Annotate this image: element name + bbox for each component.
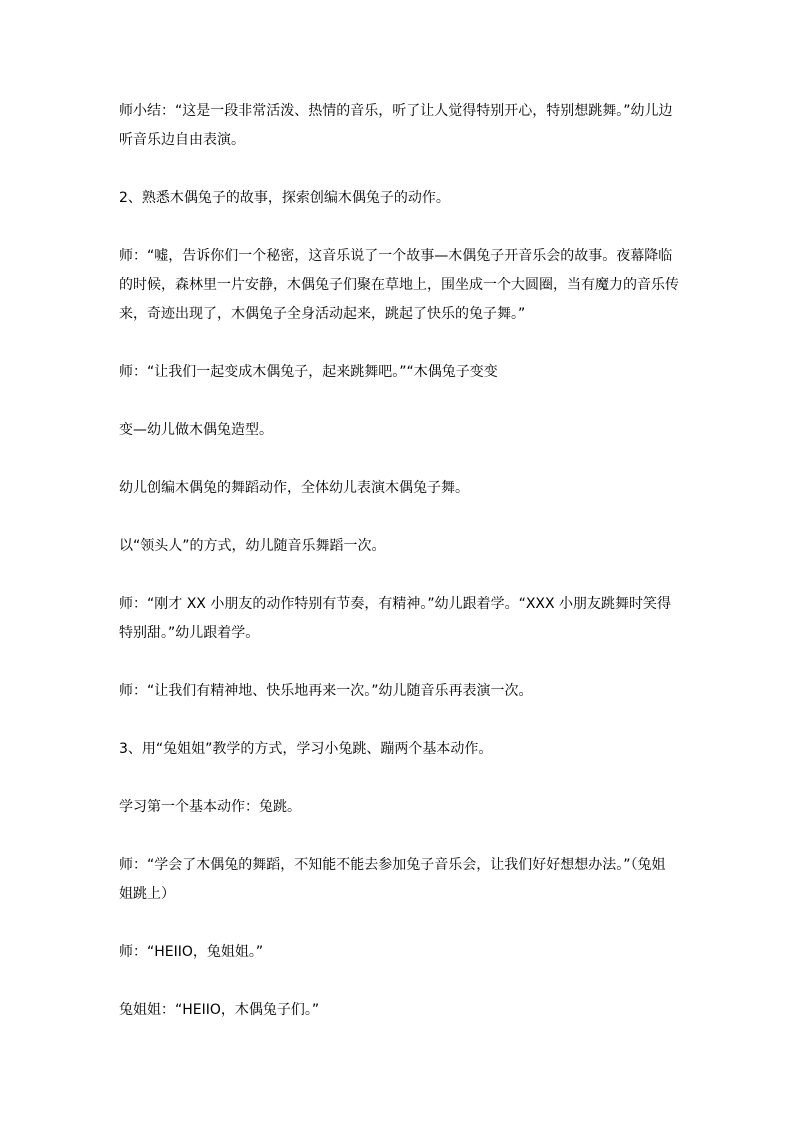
paragraph-puppet-pose: 变—幼儿做木偶兔造型。 <box>119 422 273 438</box>
paragraph-teacher-hello: 师：“HEIIO，兔姐姐。” <box>119 944 264 960</box>
paragraph-story: 师：“嘘，告诉你们一个秘密，这音乐说了一个故事—木偶兔子开音乐会的故事。夜幕降临的时候，森林里一片安静，木偶兔子们聚在草地上，围坐成一个大圆圈，当有魔力的音乐传来，奇迹出现了，木偶兔子全身活动起来，跳起了快乐的兔子舞。” <box>119 248 679 322</box>
paragraph-rabbit-hello: 兔姐姐：“HEIIO，木偶兔子们。” <box>119 1002 320 1018</box>
paragraph-step-2-heading: 2、熟悉木偶兔子的故事，探索创编木偶兔子的动作。 <box>119 190 450 206</box>
paragraph-leader-method: 以“领头人”的方式，幼儿随音乐舞蹈一次。 <box>119 538 386 554</box>
paragraph-concert-plan: 师：“学会了木偶兔的舞蹈，不知能不能去参加兔子音乐会，让我们好好想想办法。”（兔姐姐跳上） <box>119 857 666 902</box>
paragraph-first-movement: 学习第一个基本动作：兔跳。 <box>119 799 301 815</box>
paragraph-praise: 师：“刚才 XX 小朋友的动作特别有节奏，有精神。”幼儿跟着学。“XXX 小朋友跳舞时笑得特别甜。”幼儿跟着学。 <box>119 596 672 641</box>
paragraph-again: 师：“让我们有精神地、快乐地再来一次。”幼儿随音乐再表演一次。 <box>119 683 533 699</box>
paragraph-create-dance: 幼儿创编木偶兔的舞蹈动作，全体幼儿表演木偶兔子舞。 <box>119 480 469 496</box>
paragraph-step-3-heading: 3、用“兔姐姐”教学的方式，学习小兔跳、蹦两个基本动作。 <box>119 741 493 757</box>
paragraph-summary: 师小结：“这是一段非常活泼、热情的音乐，听了让人觉得特别开心，特别想跳舞。”幼儿边听音乐边自由表演。 <box>119 103 673 148</box>
paragraph-become-puppets: 师：“让我们一起变成木偶兔子，起来跳舞吧。”“木偶兔子变变 <box>119 364 498 380</box>
